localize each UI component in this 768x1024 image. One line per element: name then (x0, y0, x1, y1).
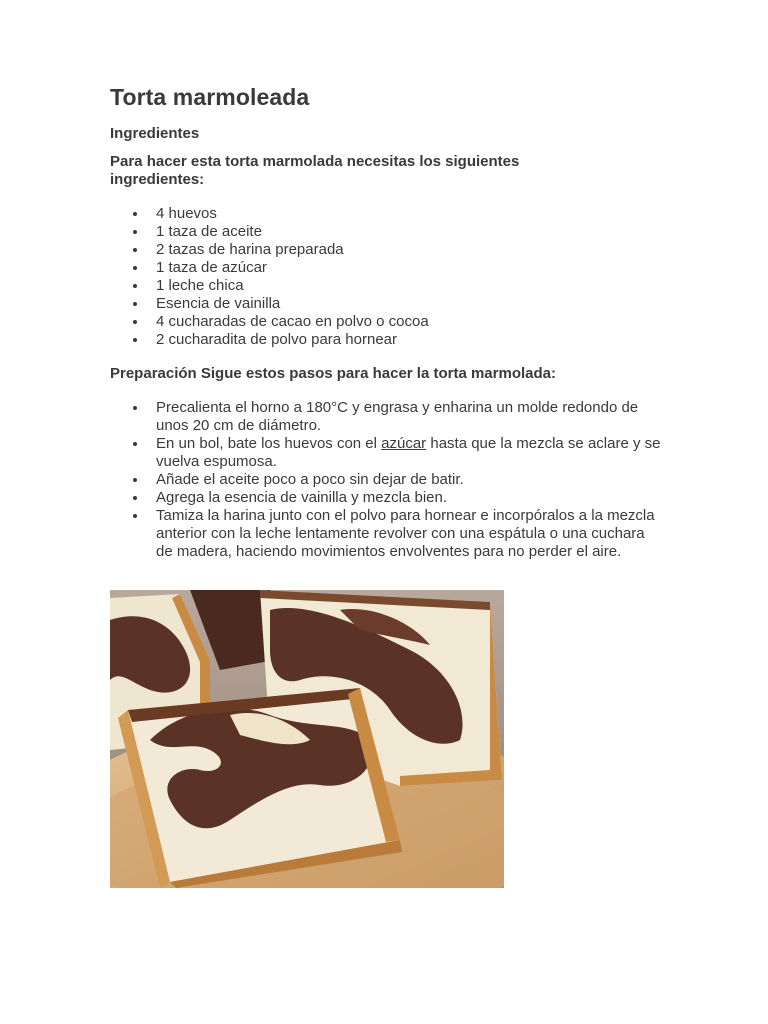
azucar-link[interactable]: azúcar (381, 435, 427, 452)
list-item: 4 huevos (156, 205, 670, 223)
document-page (110, 84, 670, 577)
steps-list (110, 399, 670, 561)
step-item: Agrega la esencia de vainilla y mezcla bien. (156, 489, 661, 507)
list-item: 1 leche chica (156, 277, 670, 295)
list-item: 4 cucharadas de cacao en polvo o cocoa (156, 313, 670, 331)
ingredients-heading: Ingredientes (110, 125, 200, 142)
marble-cake-photo (110, 590, 504, 888)
step-text: En un bol, bate los huevos con el (156, 435, 382, 452)
step-item: Añade el aceite poco a poco sin dejar de batir. (156, 471, 661, 489)
list-item: 1 taza de azúcar (156, 259, 670, 277)
step-item (156, 435, 661, 471)
list-item: 1 taza de aceite (156, 223, 670, 241)
list-item: Esencia de vainilla (156, 295, 670, 313)
step-text: hasta que la mezcla se aclare y se vuelva espumosa. (156, 435, 661, 470)
step-item: Tamiza la harina junto con el polvo para hornear e incorpóralos a la mezcla anterior con la leche lentamente revolver con una espátula o una cuchara de madera, haciendo movimientos envolventes para no perder el aire. (156, 507, 661, 561)
ingredients-intro: Para hacer esta torta marmolada necesitas los siguientes ingredientes: (110, 153, 520, 188)
preparation-heading: Preparación Sigue estos pasos para hacer la torta marmolada: (110, 365, 557, 382)
ingredients-list (110, 205, 670, 349)
list-item: 2 cucharadita de polvo para hornear (156, 331, 670, 349)
list-item: 2 tazas de harina preparada (156, 241, 670, 259)
page-title: Torta marmoleada (110, 84, 310, 110)
step-item: Precalienta el horno a 180°C y engrasa y enharina un molde redondo de unos 20 cm de diámetro. (156, 399, 661, 435)
